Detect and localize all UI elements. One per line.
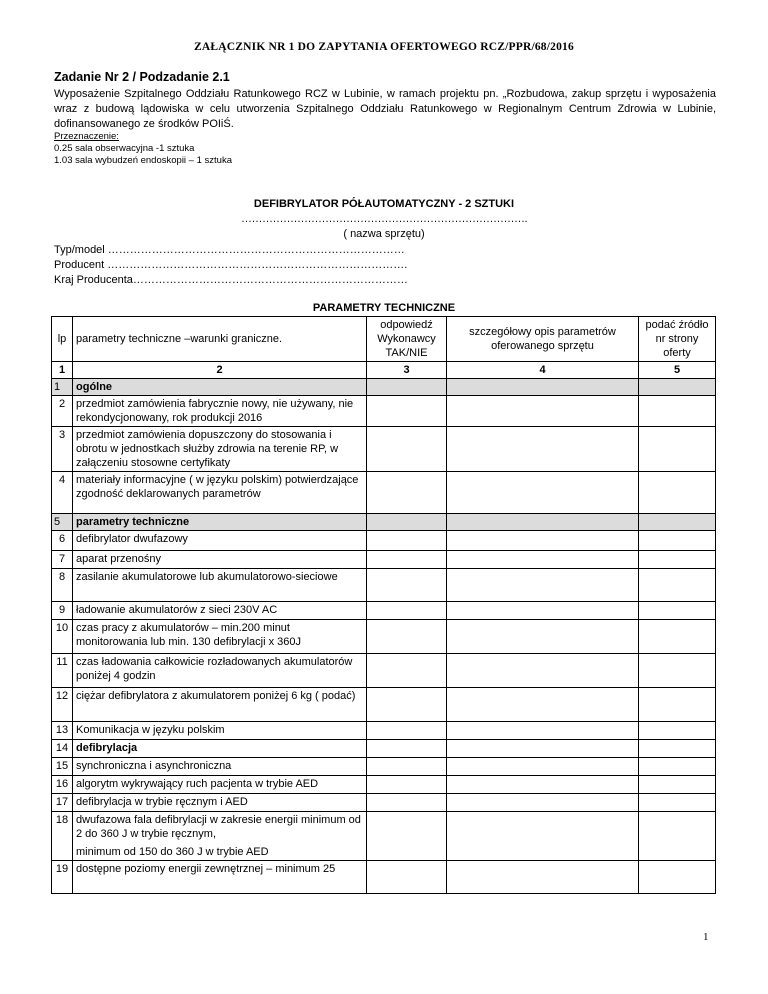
parameter-text: [73, 569, 367, 602]
answer-cell[interactable]: [367, 379, 447, 396]
col-number: 2: [73, 362, 367, 379]
parameter-text: [73, 758, 367, 776]
answer-cell[interactable]: [367, 396, 447, 427]
table-row: [52, 602, 716, 620]
parameter-line: ciężar defibrylatora z akumulatorem poniżej 6 kg ( podać): [76, 690, 356, 702]
device-name-blank: ……………………………………………………………………….: [240, 213, 528, 225]
description-cell[interactable]: [447, 776, 639, 794]
table-row: [52, 740, 716, 758]
description-cell[interactable]: [447, 740, 639, 758]
parameter-text: [73, 472, 367, 514]
source-cell[interactable]: [639, 427, 716, 472]
parameter-text: [73, 396, 367, 427]
source-cell[interactable]: [639, 569, 716, 602]
table-row: [52, 514, 716, 531]
description-cell[interactable]: [447, 758, 639, 776]
parameter-line: zasilanie akumulatorowe lub akumulatorowo-sieciowe: [76, 571, 338, 583]
source-cell[interactable]: [639, 602, 716, 620]
parameter-text: [73, 531, 367, 551]
parameter-line: defibrylacja: [76, 742, 138, 754]
type-model-field: Typ/model ………………………………………………………………………: [54, 244, 405, 256]
table-row: [52, 620, 716, 654]
parameter-line: synchroniczna i asynchroniczna: [76, 760, 232, 772]
device-title: DEFIBRYLATOR PÓŁAUTOMATYCZNY - 2 SZTUKI: [253, 198, 515, 210]
header-lp: lp: [52, 317, 73, 362]
parameter-line: Komunikacja w języku polskim: [76, 724, 225, 736]
parameter-line: czas ładowania całkowicie rozładowanych akumulatorów poniżej 4 godzin: [76, 656, 353, 682]
table-row: [52, 722, 716, 740]
row-number: 19: [52, 861, 73, 894]
answer-cell[interactable]: [367, 794, 447, 812]
parameter-line: dostępne poziomy energii zewnętrznej – minimum 25: [76, 863, 336, 875]
row-number: 4: [52, 472, 73, 514]
row-number: 6: [52, 531, 73, 551]
answer-cell[interactable]: [367, 551, 447, 569]
purpose-block: [54, 131, 232, 167]
answer-cell[interactable]: [367, 569, 447, 602]
page-number: 1: [703, 931, 709, 943]
description-cell[interactable]: [447, 472, 639, 514]
purpose-item: 0.25 sala obserwacyjna -1 sztuka: [54, 143, 195, 154]
table-row: [52, 569, 716, 602]
parameter-line: aparat przenośny: [76, 553, 161, 565]
table-row: [52, 758, 716, 776]
row-number: 3: [52, 427, 73, 472]
parameter-line: defibrylator dwufazowy: [76, 533, 188, 545]
country-field: Kraj Producenta…………………………………………………………………: [54, 274, 408, 286]
parameter-text: [73, 722, 367, 740]
row-number: 7: [52, 551, 73, 569]
parameter-text: [73, 379, 367, 396]
answer-cell[interactable]: [367, 722, 447, 740]
row-number: 17: [52, 794, 73, 812]
purpose-item: 1.03 sala wybudzeń endoskopii – 1 sztuka: [54, 155, 232, 166]
parameter-text: [73, 654, 367, 688]
parameter-text: [73, 514, 367, 531]
parameter-line: parametry techniczne: [76, 516, 190, 528]
section-title: Zadanie Nr 2 / Podzadanie 2.1: [54, 70, 230, 84]
description-cell[interactable]: [447, 654, 639, 688]
row-number: 14: [52, 740, 73, 758]
source-cell[interactable]: [639, 472, 716, 514]
table-row: [52, 472, 716, 514]
answer-cell[interactable]: [367, 472, 447, 514]
table-row: [52, 794, 716, 812]
parameter-text: [73, 688, 367, 722]
description-cell[interactable]: [447, 379, 639, 396]
answer-cell[interactable]: [367, 620, 447, 654]
answer-cell[interactable]: [367, 427, 447, 472]
description-cell[interactable]: [447, 551, 639, 569]
parameter-line: dwufazowa fala defibrylacji w zakresie energii minimum od 2 do 360 J w trybie ręcznym,: [76, 814, 361, 840]
table-row: [52, 379, 716, 396]
source-cell[interactable]: [639, 794, 716, 812]
header-param: parametry techniczne –warunki graniczne.: [73, 317, 367, 362]
parameters-table: [51, 316, 716, 894]
parameter-text: [73, 812, 367, 861]
source-cell[interactable]: [639, 379, 716, 396]
answer-cell[interactable]: [367, 758, 447, 776]
row-number: 13: [52, 722, 73, 740]
source-cell[interactable]: [639, 620, 716, 654]
header-answer: odpowiedź Wykonawcy TAK/NIE: [367, 317, 447, 362]
table-row: [52, 688, 716, 722]
description-cell[interactable]: [447, 794, 639, 812]
parameter-text: [73, 776, 367, 794]
parameter-line: minimum od 150 do 360 J w trybie AED: [76, 846, 269, 858]
table-header-row: [52, 317, 716, 362]
col-number: 3: [367, 362, 447, 379]
answer-cell[interactable]: [367, 740, 447, 758]
device-name-note: ( nazwa sprzętu): [343, 228, 425, 240]
table-row: [52, 776, 716, 794]
description-cell[interactable]: [447, 812, 639, 861]
answer-cell[interactable]: [367, 776, 447, 794]
table-row: [52, 396, 716, 427]
answer-cell[interactable]: [367, 861, 447, 894]
row-number: 2: [52, 396, 73, 427]
parameter-line: materiały informacyjne ( w języku polskim) potwierdzające zgodność deklarowanych parametrów: [76, 474, 359, 500]
row-number: 10: [52, 620, 73, 654]
parameter-line: algorytm wykrywający ruch pacjenta w trybie AED: [76, 778, 319, 790]
parameter-line: przedmiot zamówienia fabrycznie nowy, nie używany, nie rekondycjonowany, rok produkcji 2016: [76, 398, 354, 424]
col-number: 5: [639, 362, 716, 379]
parameter-line: defibrylacja w trybie ręcznym i AED: [76, 796, 248, 808]
source-cell[interactable]: [639, 514, 716, 531]
parameter-line: ogólne: [76, 381, 113, 393]
answer-cell[interactable]: [367, 514, 447, 531]
row-number: 18: [52, 812, 73, 861]
header-source: podać źródło nr strony oferty: [639, 317, 716, 362]
col-number: 4: [447, 362, 639, 379]
parameter-text: [73, 620, 367, 654]
description-cell[interactable]: [447, 569, 639, 602]
answer-cell[interactable]: [367, 654, 447, 688]
row-number: 11: [52, 654, 73, 688]
source-cell[interactable]: [639, 688, 716, 722]
source-cell[interactable]: [639, 722, 716, 740]
source-cell[interactable]: [639, 861, 716, 894]
header-desc: szczegółowy opis parametrów oferowanego sprzętu: [447, 317, 639, 362]
device-fields: [54, 243, 408, 288]
producer-field: Producent ……………………………………………………………………….: [54, 259, 408, 271]
parameter-text: [73, 551, 367, 569]
row-number: 9: [52, 602, 73, 620]
table-row: [52, 531, 716, 551]
answer-cell[interactable]: [367, 688, 447, 722]
source-cell[interactable]: [639, 551, 716, 569]
description-cell[interactable]: [447, 722, 639, 740]
source-cell[interactable]: [639, 758, 716, 776]
answer-cell[interactable]: [367, 531, 447, 551]
source-cell[interactable]: [639, 740, 716, 758]
table-row: [52, 812, 716, 861]
parameter-text: [73, 740, 367, 758]
source-cell[interactable]: [639, 776, 716, 794]
attachment-title: ZAŁĄCZNIK NR 1 DO ZAPYTANIA OFERTOWEGO RCZ/PPR/68/2016: [194, 41, 574, 53]
row-number: 8: [52, 569, 73, 602]
parameter-line: czas pracy z akumulatorów – min.200 minut monitorowania lub min. 130 defibrylacji x 360J: [76, 622, 302, 648]
parameter-line: ładowanie akumulatorów z sieci 230V AC: [76, 604, 278, 616]
description-cell[interactable]: [447, 620, 639, 654]
parameter-text: [73, 861, 367, 894]
row-number: 16: [52, 776, 73, 794]
params-title: PARAMETRY TECHNICZNE: [312, 302, 456, 314]
col-number: 1: [52, 362, 73, 379]
column-number-row: [52, 362, 716, 379]
parameter-text: [73, 427, 367, 472]
row-number: 15: [52, 758, 73, 776]
description-cell[interactable]: [447, 531, 639, 551]
description-cell[interactable]: [447, 602, 639, 620]
source-cell[interactable]: [639, 812, 716, 861]
table-row: [52, 654, 716, 688]
description-cell[interactable]: [447, 427, 639, 472]
table-row: [52, 427, 716, 472]
description-cell[interactable]: [447, 861, 639, 894]
source-cell[interactable]: [639, 531, 716, 551]
description-cell[interactable]: [447, 396, 639, 427]
description-cell[interactable]: [447, 688, 639, 722]
parameter-text: [73, 602, 367, 620]
intro-paragraph: Wyposażenie Szpitalnego Oddziału Ratunkowego RCZ w Lubinie, w ramach projektu pn. „Rozbudowa, zakup sprzętu i wyposażenia wraz z budową lądowiska w celu utworzenia Szpitalnego Oddziału Ratunkowego w Regionalnym Centrum Zdrowia w Lubinie, dofinansowanego ze środków POIiŚ.: [54, 88, 716, 130]
row-number: 5: [52, 514, 73, 531]
source-cell[interactable]: [639, 654, 716, 688]
answer-cell[interactable]: [367, 602, 447, 620]
answer-cell[interactable]: [367, 812, 447, 861]
row-number: 1: [52, 379, 73, 396]
source-cell[interactable]: [639, 396, 716, 427]
description-cell[interactable]: [447, 514, 639, 531]
table-row: [52, 861, 716, 894]
row-number: 12: [52, 688, 73, 722]
purpose-label: Przeznaczenie:: [54, 131, 119, 142]
table-row: [52, 551, 716, 569]
parameter-text: [73, 794, 367, 812]
parameter-line: przedmiot zamówienia dopuszczony do stosowania i obrotu w jednostkach służby zdrowia na terenie RP, w załączeniu stosowne certyfikaty: [76, 429, 339, 469]
